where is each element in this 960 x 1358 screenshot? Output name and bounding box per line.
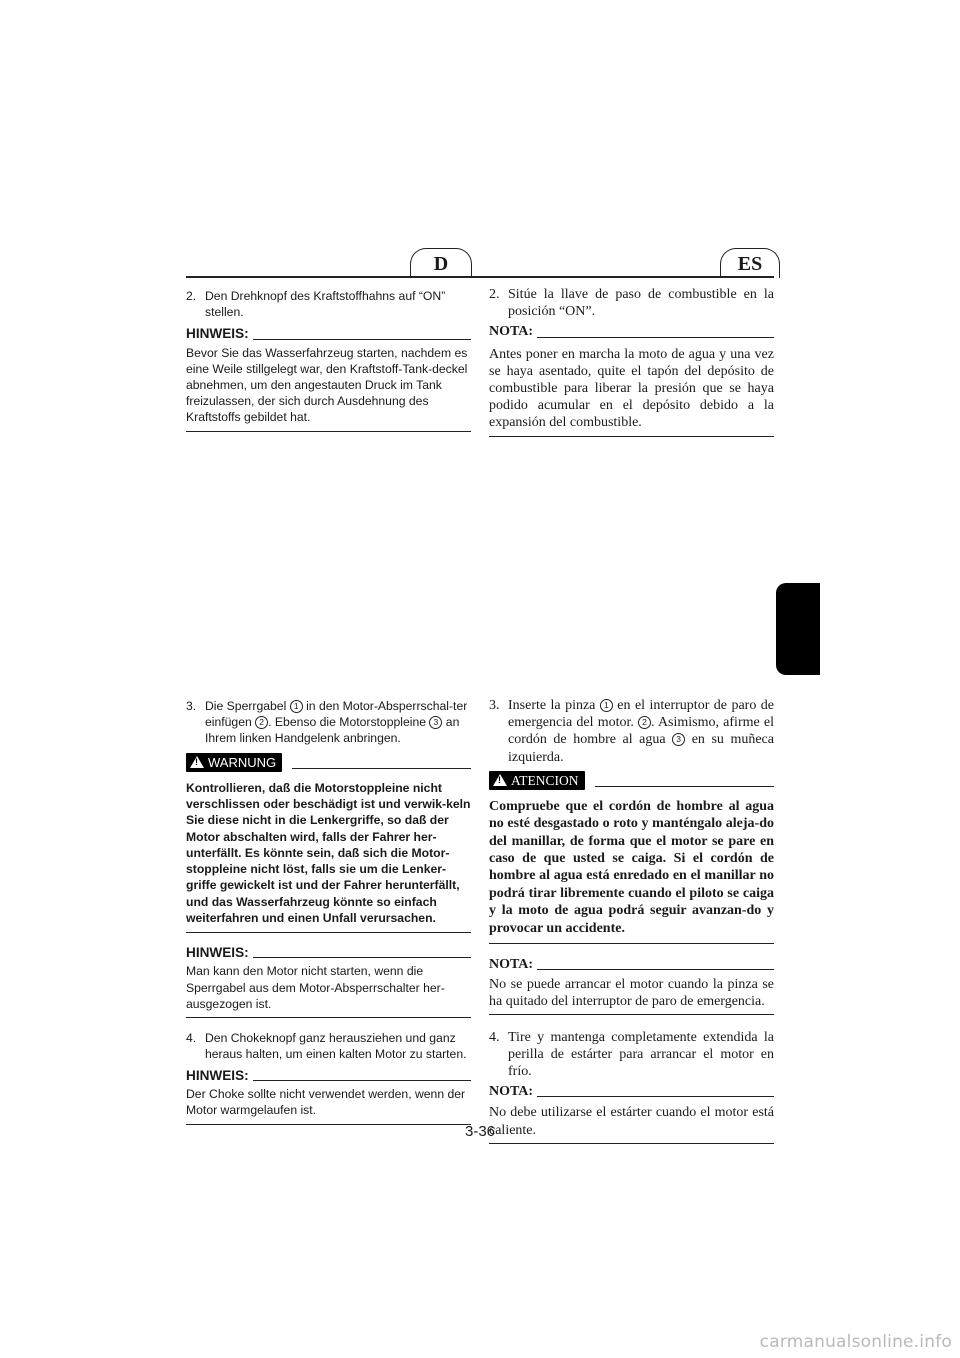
es-note-2-heading	[489, 956, 774, 973]
step-text: Tire y mantenga completamente extendida la perilla de estárter para arrancar el motor en frío.	[508, 1029, 774, 1080]
step-text: Die Sperrgabel 1 in den Motor-Absperrschal-ter einfügen 2 . Ebenso die Motorstoppleine 3 an Ihrem linken Handgelenk anbringen.	[205, 699, 468, 746]
es-warning-heading	[489, 771, 774, 790]
header-rule	[186, 276, 774, 278]
de-bottom-section	[186, 698, 471, 1125]
de-note-3-body: Der Choke sollte nicht verwendet werden, wenn der Motor warmgelaufen ist.	[186, 1086, 471, 1125]
de-note-1-body: Bevor Sie das Wasserfahrzeug starten, nachdem es eine Weile stillgelegt war, den Kraftstoff-Tank-deckel abnehmen, um den angestauten Druck im Tank freizulassen, der sich durch Ausdehnung des Kraftstoffs gebildet hat.	[186, 345, 471, 432]
note-rule	[537, 337, 774, 338]
callout-2: 2	[638, 716, 651, 729]
note-label: HINWEIS:	[186, 945, 249, 961]
step-number: 2.	[186, 289, 197, 303]
step-number: 2.	[489, 287, 500, 302]
de-step-4	[186, 1030, 471, 1062]
section-thumb-tab	[776, 583, 820, 675]
note-rule	[537, 969, 774, 970]
step-number: 4.	[489, 1029, 500, 1045]
note-label: HINWEIS:	[186, 1067, 249, 1083]
warning-badge	[186, 753, 282, 772]
es-step-4	[489, 1029, 774, 1081]
es-note-3-body: No debe utilizarse el estárter cuando el motor está caliente.	[489, 1104, 774, 1143]
warning-badge	[489, 771, 585, 790]
callout-2: 2	[255, 716, 268, 729]
de-step-3	[186, 698, 471, 747]
warning-icon	[493, 774, 507, 786]
es-note-2-body: No se puede arrancar el motor cuando la pinza se ha quitado del interruptor de paro de emergencia.	[489, 976, 774, 1014]
de-note-2-body: Man kann den Motor nicht starten, wenn die Sperrgabel aus dem Motor-Absperrschalter her-ausgezogen ist.	[186, 963, 471, 1018]
callout-3: 3	[672, 733, 685, 746]
es-warning-body: Compruebe que el cordón de hombre al agua no esté desgastado o roto y manténgalo aleja-do del manillar, de forma que el motor se pare en caso de que usted se caiga. Si el cordón de hombre al agua está enredado en el manillar no podrá tirar libremente cuando el piloto se caiga y la moto de agua podrá seguir avanzan-do y provocar un accidente.	[489, 798, 774, 944]
warning-label: ATENCION	[511, 772, 579, 788]
es-step-2	[489, 286, 774, 320]
warning-label: WARNUNG	[208, 754, 277, 770]
note-label: NOTA:	[489, 1084, 534, 1100]
note-rule	[253, 1080, 471, 1081]
es-top-section	[489, 286, 774, 437]
es-note-1-heading	[489, 323, 774, 340]
es-bottom-section	[489, 697, 774, 1144]
de-note-1-heading	[186, 326, 471, 342]
de-note-2-heading	[186, 945, 471, 961]
callout-1: 1	[600, 699, 613, 712]
note-rule	[253, 957, 471, 958]
step-text: Den Chokeknopf ganz herausziehen und ganz heraus halten, um einen kalten Motor zu starten.	[205, 1031, 467, 1062]
es-note-3-heading	[489, 1083, 774, 1100]
de-note-3-heading	[186, 1068, 471, 1084]
step-text: Den Drehknopf des Kraftstoffhahns auf “ON” stellen.	[205, 289, 446, 320]
warning-rule	[595, 786, 775, 787]
warning-rule	[292, 768, 471, 769]
de-warning-heading	[186, 753, 471, 772]
callout-1: 1	[290, 700, 303, 713]
es-note-1-body: Antes poner en marcha la moto de agua y una vez se haya asentado, quite el tapón del depósito de combustible para liberar la presión que se haya podido acumular en el depósito debido a la expansión del combustible.	[489, 346, 774, 437]
page-number: 3-36	[464, 1123, 496, 1140]
callout-3: 3	[429, 716, 442, 729]
note-label: NOTA:	[489, 957, 534, 973]
language-tab-d: D	[410, 248, 472, 278]
note-label: HINWEIS:	[186, 326, 249, 342]
note-rule	[253, 339, 471, 340]
step-text: Sitúe la llave de paso de combustible en la posición “ON”.	[508, 287, 774, 320]
warning-icon	[190, 756, 204, 768]
de-top-section	[186, 288, 471, 432]
de-step-2	[186, 288, 471, 320]
es-step-3	[489, 697, 774, 766]
watermark-text: carmanualsonline.info	[759, 1332, 952, 1352]
note-label: NOTA:	[489, 324, 534, 340]
de-warning-body: Kontrollieren, daß die Motorstoppleine nicht verschlissen oder beschädigt ist und verwik-keln Sie diese nicht in die Lenkergriffe, so daß der Motor abschalten wird, falls der Fahrer her-unterfällt. Es könnte sein, daß sich die Motor-stoppleine nicht löst, falls sie um die Lenker-griffe gewickelt ist und der Fahrer herunterfällt, und das Wasserfahrzeug könnte so einfach weiterfahren und einen Unfall verursachen.	[186, 780, 471, 934]
note-rule	[537, 1096, 774, 1097]
language-tab-es: ES	[720, 248, 780, 278]
step-text: Inserte la pinza 1 en el interruptor de paro de emergencia del motor. 2 . Asimismo, afirme el cordón de hombre al agua 3 en su muñeca izquierda.	[508, 698, 774, 765]
step-number: 3.	[489, 698, 500, 713]
step-number: 4.	[186, 1031, 197, 1046]
step-number: 3.	[186, 699, 197, 713]
